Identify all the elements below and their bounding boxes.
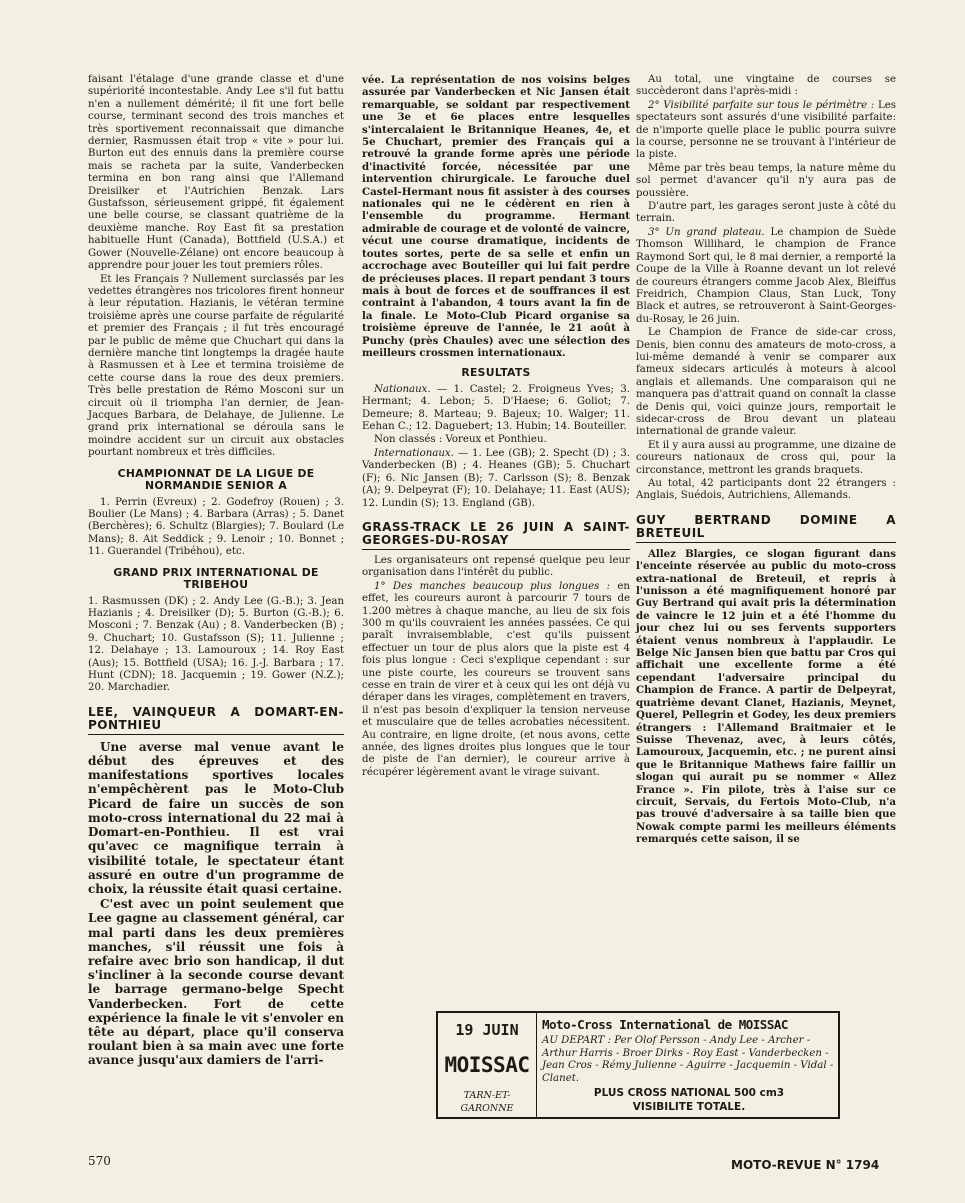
- ad-footer-line: PLUS CROSS NATIONAL 500 cm3: [593, 1087, 785, 1099]
- page-number: 570: [88, 1154, 111, 1168]
- ad-department: TARN-ET-GARONNE: [460, 1090, 514, 1114]
- results-text: — 1. Lee (GB); 2. Specht (D) ; 3. Vanderbecken (B) ; 4. Heanes (GB); 5. Chuchart (F); 6. Nic Jansen (B); 7. Carlsson (S); 8. Benzak (A); 9. Delpeyrat (F); 10. Delahaye; 11. East (AUS); 12. Lundin (S); 13. England (GB).: [362, 447, 630, 509]
- ad-content: [542, 1017, 836, 1113]
- ad-riders: AU DEPART : Per Olof Persson - Andy Lee - Archer - Arthur Harris - Broer Dirks - Roy East - Vanderbecken - Jean Cros - Rémy Julienne - Aguirre - Jacquemin - Vidal - Clanet.: [542, 1035, 834, 1084]
- section-heading: CHAMPIONNAT DE LA LIGUE DE NORMANDIE SENIOR A: [117, 466, 315, 493]
- article-headline: GRASS-TRACK LE 26 JUIN A SAINT-GEORGES-DU-ROSAY: [362, 521, 630, 550]
- results-category: Nationaux.: [374, 383, 431, 395]
- paragraph: [636, 227, 896, 326]
- paragraph: Les organisateurs ont repensé quelque peu leur organisation dans l'intérêt du public.: [362, 554, 630, 579]
- lead-paragraph: Une averse mal venue avant le début des épreuves et des manifestations sportives locales n'empêchèrent pas le Moto-Club Picard de faire un succès de son moto-cross international du 22 mai à Domart-en-Ponthieu. Il est vrai qu'avec ce magnifique terrain à visibilité totale, le spectateur étant assuré en outre d'un programme de choix, la réussite était quasi certaine.: [88, 739, 344, 896]
- column-right: [636, 74, 896, 847]
- paragraph: faisant l'étalage d'une grande classe et d'une supériorité incontestable. Andy Lee s'il fut battu n'en a nullement démérité; il fit une fort belle course, terminant second des trois manches et très sportivement reconnaissait que dimanche dernier, Rasmussen était trop « vite » pour lui. Burton eut des ennuis dans la première course mais se racheta par la suite, Vanderbecken termina en bon rang ainsi que l'Allemand Dreisilker et l'Autrichien Benzak. Lars Gustafsson, sérieusement grippé, fit également une belle course, se classant quatrième de la deuxième manche. Roy East fit sa prestation habituelle Hunt (Canada), Bottfield (U.S.A.) et Gower (Nouvelle-Zélane) ont encore beaucoup à apprendre pour jouer les tout premiers rôles.: [88, 74, 344, 272]
- results-list: [362, 384, 630, 434]
- magazine-issue: MOTO-REVUE N° 1794: [731, 1158, 880, 1172]
- ad-footer-line: VISIBILITE TOTALE.: [632, 1101, 746, 1113]
- column-middle: [362, 74, 630, 780]
- results-text: — 1. Castel; 2. Froigneus Yves; 3. Hermant; 4. Lebon; 5. D'Haese; 6. Goliot; 7. Demeure; 8. Marteau; 9. Bajeux; 10. Walger; 11. Eehan C.; 12. Daguebert; 13. Hubin; 14. Bouteiller.: [362, 383, 630, 433]
- paragraph: Et les Français ? Nullement surclassés par les vedettes étrangères nos tricolores firent honneur à leur réputation. Hazianis, le vétéran termine troisième après une course parfaite de régularité et premier des Français ; il fut très encouragé par le public de même que Chuchart qui dans la dernière manche tint longtemps la dragée haute à Rasmussen et à Lee et termina troisième de cette course dans la roue des deux premiers. Très belle prestation de Rémo Mosconi sur un circuit où il triompha l'an dernier, de Jean-Jacques Barbara, de Delahaye, de Julienne. Le grand prix international se déroula sans le moindre accident sur un circuit aux obstacles pourtant nombreux et très difficiles.: [88, 273, 344, 459]
- paragraph: [636, 100, 896, 162]
- ad-date: 19 JUIN: [455, 1021, 519, 1039]
- paragraph: D'autre part, les garages seront juste à côté du terrain.: [636, 201, 896, 225]
- paragraph-text: en effet, les coureurs auront à parcourir 7 tours de 1.200 mètres à chaque manche, au lieu de six fois 300 m qu'ils couvraient les années passées. Ce qui paraît invraisemblable, c'est qu'ils puissent effectuer un tour de plus alors que la piste est 4 fois plus longue : Ceci s'explique cependant : sur une piste courte, les coureurs se trouvent sans cesse en train de virer et à ceux qui les ont déjà vu déraper dans les virages, complètement en travers, il n'est pas besoin d'expliquer la tension nerveuse et musculaire que de telles acrobaties nécessitent. Au contraire, en ligne droite, (et nous avons, cette année, des lignes droites plus longues que le tour de piste de l'an dernier), le coureur arrive à récupérer légèrement avant le virage suivant.: [362, 580, 630, 778]
- ad-city: MOISSAC: [444, 1053, 530, 1077]
- ad-date-panel: [438, 1013, 537, 1117]
- paragraph: Le Champion de France de side-car cross, Denis, bien connu des amateurs de moto-cross, a lui-même demandé à venir se comparer aux fameux sidecars articulés à moteurs à alcool anglais et allemands. Une comparaison qui ne manquera pas d'attrait quand on connaît la classe de Denis qui, voici quinze jours, remportait le sidecar-cross de Brou devant un plateau international de grande valeur.: [636, 327, 896, 438]
- paragraph-text: Le champion de Suède Thomson Willihard, le champion de France Raymond Sort qui, le 8 mai dernier, a remporté la Coupe de la Ville à Roanne devant un lot relevé de coureurs étrangers comme Jacob Alex, Bleiffus Freidrich, Champion Claus, Stan Luck, Tony Black et autres, se retrouveront à Saint-Georges-du-Rosay, le 26 juin.: [636, 226, 896, 325]
- subheading: 2° Visibilité parfaite sur tous le périmètre :: [648, 99, 875, 111]
- column-left: [88, 74, 344, 1069]
- paragraph: Au total, une vingtaine de courses se succèderont dans l'après-midi :: [636, 74, 896, 98]
- section-heading: RESULTATS: [461, 366, 531, 380]
- paragraph: Et il y aura aussi au programme, une dizaine de coureurs nationaux de cross qui, pour la circonstance, mettront les grands braquets.: [636, 439, 896, 476]
- lead-paragraph: C'est avec un point seulement que Lee gagne au classement général, car mal parti dans les deux premières manches, s'il réussit une fois à refaire avec brio son handicap, il dut s'incliner à la seconde course devant le barrage germano-belge Specht Vanderbecken. Fort de cette expérience la finale le vit s'envoler en tête au départ, place qu'il conserva roulant bien à sa main avec une forte avance jusqu'aux damiers de l'arri-: [88, 897, 344, 1068]
- results-category: Internationaux.: [374, 447, 454, 459]
- subheading: 1° Des manches beaucoup plus longues :: [374, 580, 611, 592]
- paragraph: Allez Blargies, ce slogan figurant dans l'enceinte réservée au public du moto-cross extra-national de Breteuil, et repris à l'unisson a été magnifiquement honoré par Guy Bertrand qui avait pris la détermination de vaincre le 12 juin et a été l'homme du jour chez lui ou ses fervents supporters étaient venus nombreux à l'applaudir. Le Belge Nic Jansen bien que battu par Cros qui affichait une excellente forme a été cependant l'adversaire principal du Champion de France. A partir de Delpeyrat, quatrième devant Clanet, Hazianis, Meynet, Querel, Pellegrin et Godey, les deux premiers étrangers : l'Allemand Braitmaier et le Suisse Thevenaz, avec, à leurs côtés, Lamouroux, Jacquemin, etc. ; ne purent ainsi que le Britannique Mathews faire faillir un slogan qui aurait pu se nommer « Allez France ». Fin pilote, très à l'aise sur ce circuit, Servais, du Fertois Moto-Club, n'a pas trouvé d'adversaire à sa taille bien que Nowak compte parmi les meilleurs éléments remarqués cette saison, il se: [636, 547, 896, 846]
- ad-title: Moto-Cross International de MOISSAC: [542, 1017, 788, 1032]
- advertisement-box: [436, 1011, 840, 1119]
- paragraph: vée. La représentation de nos voisins belges assurée par Vanderbecken et Nic Jansen était remarquable, se soldant par respectivement une 3e et 6e places entre lesquelles s'intercalaient le Britannique Heanes, 4e, et 5e Chuchart, premier des Français qui a retrouvé la grande forme après une période d'inactivité forcée, nécessitée par une intervention chirurgicale. Le farouche duel Castel-Hermant nous fit assister à des courses nationales qui ne le cédèrent en rien à l'ensemble du programme. Hermant admirable de courage et de volonté de vaincre, vécut une course dramatique, incidents de toutes sortes, perte de sa selle et enfin un accrochage avec Bouteiller qui lui fait perdre de précieuses places. Il repart pendant 3 tours mais à bout de forces et de souffrances il est contraint à l'abandon, 4 tours avant la fin de la finale. Le Moto-Club Picard organise sa troisième épreuve de l'année, le 21 août à Punchy (près Chaules) avec une sélection des meilleurs crossmen internationaux.: [362, 74, 630, 359]
- results-list: Non classés : Voreux et Ponthieu.: [374, 434, 547, 446]
- paragraph: Au total, 42 participants dont 22 étrangers : Anglais, Suédois, Autrichiens, Allemands.: [636, 478, 896, 502]
- results-list: 1. Rasmussen (DK) ; 2. Andy Lee (G.-B.); 3. Jean Hazianis ; 4. Dreisilker (D); 5. Burton (G.-B.); 6. Mosconi ; 7. Benzak (Au) ; 8. Vanderbecken (B) ; 9. Chuchart; 10. Gustafsson (S); 11. Julienne ; 12. Delahaye ; 13. Lamouroux ; 14. Roy East (Aus); 15. Bottfield (USA); 16. J.-J. Barbara ; 17. Hunt (CDN); 18. Jacquemin ; 19. Gower (N.Z.); 20. Marchadier.: [88, 595, 344, 694]
- article-headline: GUY BERTRAND DOMINE A BRETEUIL: [636, 514, 896, 543]
- section-heading: GRAND PRIX INTERNATIONAL DE TRIBEHOU: [113, 565, 319, 592]
- paragraph: Même par très beau temps, la nature même du sol permet d'avancer qu'il n'y aura pas de poussière.: [636, 162, 896, 199]
- results-list: [362, 448, 630, 510]
- subheading: 3° Un grand plateau.: [648, 226, 765, 238]
- paragraph: [362, 581, 630, 780]
- paragraph-text: Les spectateurs sont assurés d'une visibilité parfaite: de n'importe quelle place le public pourra suivre la course, personne ne se trouvant à l'intérieur de la piste.: [636, 99, 897, 161]
- article-headline: LEE, VAINQUEUR A DOMART-EN-PONTHIEU: [88, 706, 344, 735]
- results-list: 1. Perrin (Evreux) ; 2. Godefroy (Rouen) ; 3. Boulier (Le Mans) ; 4. Barbara (Arras) ; 5. Danet (Berchères); 6. Schultz (Blargies); 7. Boulard (Le Mans); 8. Ait Seddick ; 9. Lenoir ; 10. Bonnet ; 11. Guerandel (Tribéhou), etc.: [88, 496, 344, 558]
